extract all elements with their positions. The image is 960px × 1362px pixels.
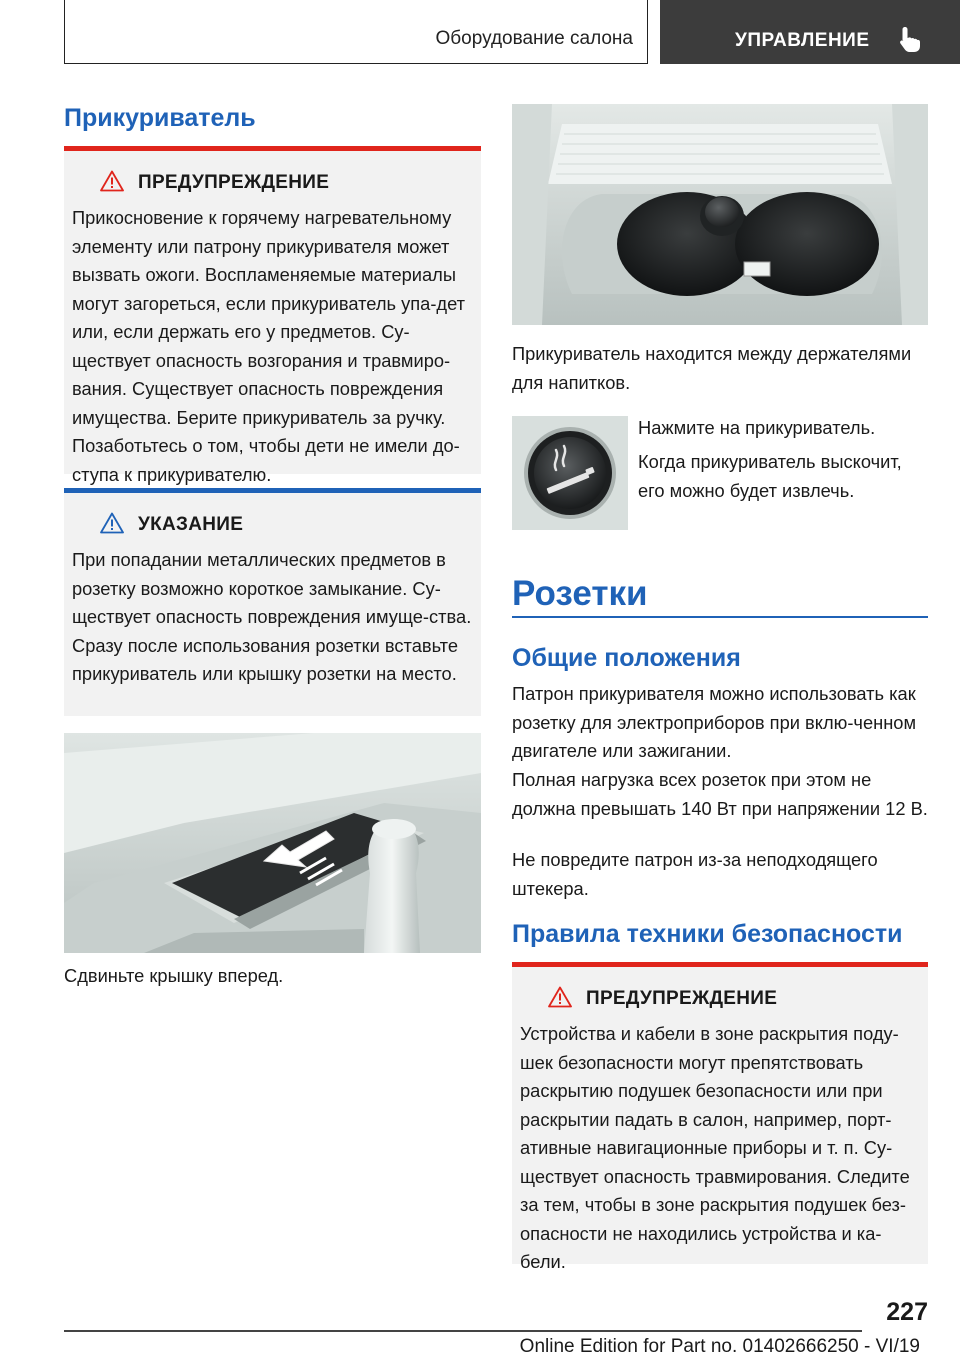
warning-triangle-icon [100, 170, 124, 192]
general-heading: Общие положения [512, 644, 741, 672]
header-section-title: Оборудование салона [435, 28, 633, 49]
footer-rule [64, 1330, 862, 1332]
sockets-heading: Розетки [512, 574, 648, 613]
warning-triangle-icon [548, 986, 572, 1008]
cover-slide-photo [64, 733, 481, 953]
press-instruction: Нажмите на прикуриватель. [638, 417, 876, 438]
general-paragraph-2: Полная нагрузка всех розеток при этом не должна превышать 140 Вт при напряжении 12 В. [512, 769, 928, 819]
notice-bar [64, 488, 481, 493]
safety-warning-bar [512, 962, 928, 967]
edition-footer: Online Edition for Part no. 01402666250 - VI/19 [519, 1336, 920, 1357]
sockets-rule [512, 616, 928, 618]
header-section-box [64, 0, 648, 64]
hand-pointer-icon [896, 24, 926, 54]
notice-title: УКАЗАНИЕ [138, 514, 244, 535]
general-paragraph-1: Патрон прикуривателя можно использовать как розетку для электроприборов при вклю-ченном двигателе или зажигании. [512, 683, 917, 761]
warning-text: Прикосновение к горячему нагревательному элементу или патрону прикуривателя может вызвать ожоги. Воспламеняемые материалы могут загореться, если прикуриватель упа-дет или, если держать его у предметов. Су-ществует опасность возгорания и травмиро-вания. Существует опасность повреждения имущества. Берите прикуриватель за ручку. Позаботьтесь о том, чтобы дети не имели до-ступа к прикуривателю. [72, 207, 466, 485]
page-number: 227 [886, 1298, 928, 1326]
cigarette-lighter-heading: Прикуриватель [64, 104, 256, 132]
safety-warning-text: Устройства и кабели в зоне раскрытия поду-шек безопасности могут препятствовать раскрытию подушек безопасности или при раскрытии падать в салон, например, порт-ативные навигационные приборы и т. п. Су-ществует опасность травмирования. Следите за тем, чтобы в зоне раскрытия подушек без-опасности не находились устройства и ка-бели. [520, 1023, 910, 1272]
general-paragraph-3: Не повредите патрон из-за неподходящего штекера. [512, 849, 878, 899]
cigarette-lighter-image [512, 416, 628, 530]
warning-box [64, 146, 481, 485]
safety-heading: Правила техники безопасности [512, 920, 903, 948]
safety-warning-box [512, 962, 928, 1272]
header-chapter-box [660, 0, 960, 64]
warning-title: ПРЕДУПРЕЖДЕНИЕ [138, 172, 330, 193]
pop-instruction: Когда прикуриватель выскочит, его можно будет извлечь. [638, 451, 902, 501]
cover-caption: Сдвиньте крышку вперед. [64, 965, 284, 986]
header-chapter-title: УПРАВЛЕНИЕ [735, 30, 870, 51]
notice-box [64, 488, 481, 716]
warning-bar [64, 146, 481, 151]
notice-text: При попадании металлических предметов в розетку возможно короткое замыкание. Су-ществует опасность повреждения имуще-ства. Сразу после использования розетки вставьте прикуриватель или крышку розетки на место. [72, 549, 472, 684]
safety-warning-title: ПРЕДУПРЕЖДЕНИЕ [586, 988, 778, 1009]
holders-caption: Прикуриватель находится между держателями для напитков. [512, 343, 912, 393]
warning-triangle-icon [100, 512, 124, 534]
cup-holders-photo [512, 104, 928, 325]
